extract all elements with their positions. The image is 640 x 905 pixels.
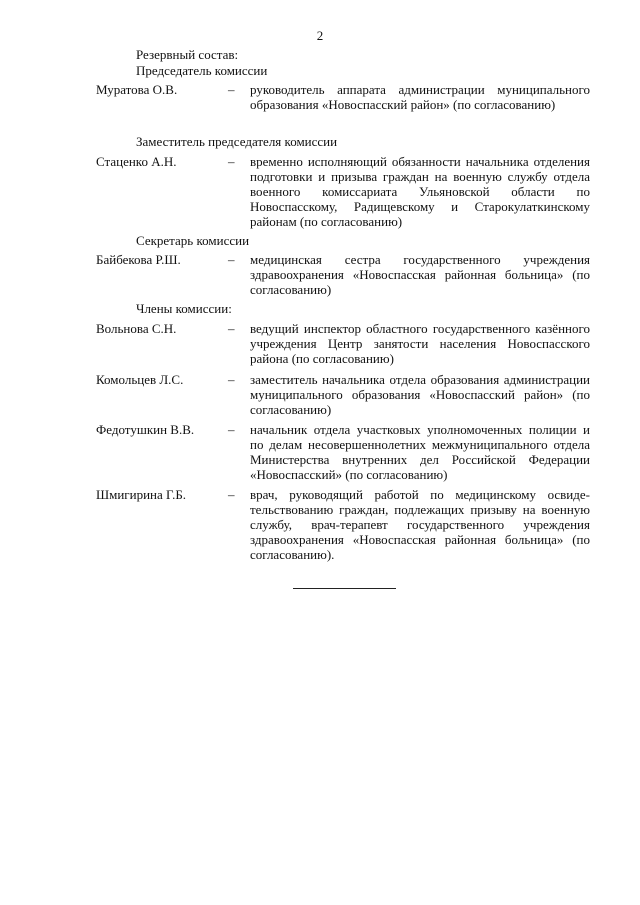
chair-heading: Председатель комиссии: [136, 63, 268, 78]
member-position: врач, руководящий работой по медицинскому освидетельствованию граждан, подлежащих призыву на военную службу, врач-терапевт государственного учреждения здравоохранения «Новоспасская районная больница» (по согласованию).: [250, 487, 590, 562]
member-position: заместитель начальника отдела образования администрации муниципального образования «Новоспасский район» (по согласованию): [250, 372, 590, 417]
dash-separator: –: [228, 252, 235, 267]
member-position: временно исполняющий обязанности начальника отделения подготовки и призыва граждан на военную службу отдела военного комиссариата Ульяновской области по Новоспасскому, Радищевскому и Старокулаткинскому районам (по согласованию): [250, 154, 590, 229]
member-position: ведущий инспектор областного государственного казённого учреждения Центр занятости населения Новоспасского района (по согласованию): [250, 321, 590, 366]
member-name: Вольнова С.Н.: [96, 321, 177, 336]
member-name: Шмигирина Г.Б.: [96, 487, 187, 502]
closing-rule: [293, 588, 396, 589]
member-position: медицинская сестра государственного учреждения здравоохранения «Новоспасская районная больница» (по согласованию): [250, 252, 590, 297]
member-name: Байбекова Р.Ш.: [96, 252, 181, 267]
secretary-heading: Секретарь комиссии: [136, 233, 250, 248]
dash-separator: –: [228, 154, 235, 169]
member-name: Стаценко А.Н.: [96, 154, 177, 169]
dash-separator: –: [228, 422, 235, 437]
member-name: Муратова О.В.: [96, 82, 178, 97]
page-number: 2: [316, 28, 324, 43]
dash-separator: –: [228, 321, 235, 336]
members-heading: Члены комиссии:: [136, 301, 232, 316]
member-position: начальник отдела участковых уполномоченных полиции и по делам несовершеннолетних межмуниципального отдела Министерства внутренних дел Российской Федерации «Новоспасский» (по согласованию): [250, 422, 590, 482]
member-name: Федотушкин В.В.: [96, 422, 195, 437]
reserve-title: Резервный состав:: [136, 47, 239, 62]
dash-separator: –: [228, 82, 235, 97]
member-name: Комольцев Л.С.: [96, 372, 184, 387]
dash-separator: –: [228, 372, 235, 387]
dash-separator: –: [228, 487, 235, 502]
member-position: руководитель аппарата администрации муниципального образования «Новоспасский район» (по согласованию): [250, 82, 590, 112]
deputy-heading: Заместитель председателя комиссии: [136, 134, 338, 149]
